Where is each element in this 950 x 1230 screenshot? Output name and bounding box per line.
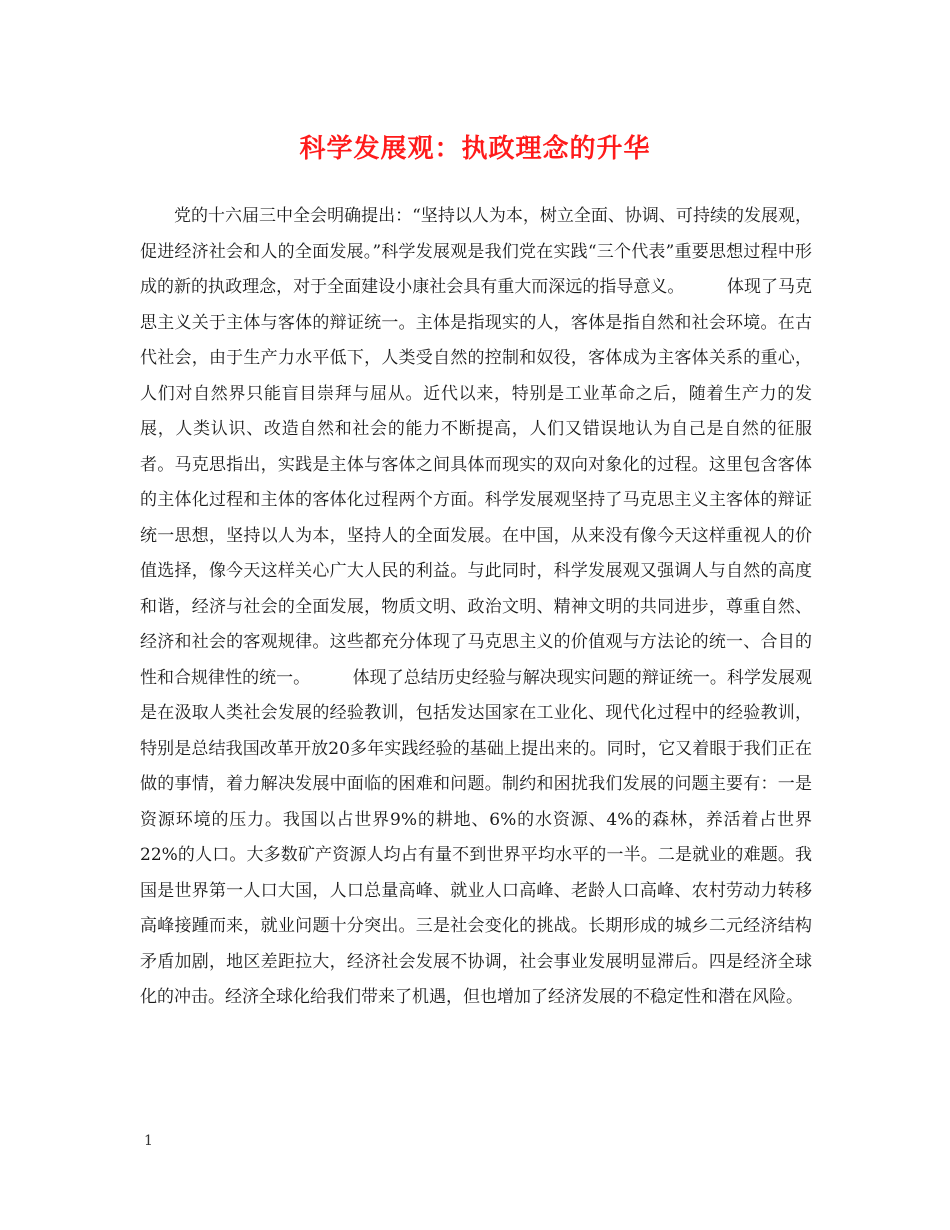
document-title: 科学发展观：执政理念的升华 bbox=[299, 134, 651, 164]
page-number: 1 bbox=[144, 1133, 153, 1149]
document-body bbox=[140, 199, 812, 1016]
body-paragraph: 党的十六届三中全会明确提出：“坚持以人为本，树立全面、协调、可持续的发展观，促进经济社会和人的全面发展。”科学发展观是我们党在实践“三个代表”重要思想过程中形成的新的执政理念，对于全面建设小康社会具有重大而深远的指导意义。 体现了马克思主义关于主体与客体的辩证统一。主体是指现实的人，客体是指自然和社会环境。在古代社会，由于生产力水平低下，人类受自然的控制和奴役，客体成为主客体关系的重心，人们对自然界只能盲目崇拜与屈从。近代以来，特别是工业革命之后，随着生产力的发展，人类认识、改造自然和社会的能力不断提高，人们又错误地认为自己是自然的征服者。马克思指出，实践是主体与客体之间具体而现实的双向对象化的过程。这里包含客体的主体化过程和主体的客体化过程两个方面。科学发展观坚持了马克思主义主客体的辩证统一思想，坚持以人为本，坚持人的全面发展。在中国，从来没有像今天这样重视人的价值选择，像今天这样关心广大人民的利益。与此同时，科学发展观又强调人与自然的高度和谐，经济与社会的全面发展，物质文明、政治文明、精神文明的共同进步，尊重自然、经济和社会的客观规律。这些都充分体现了马克思主义的价值观与方法论的统一、合目的性和合规律性的统一。 体现了总结历史经验与解决现实问题的辩证统一。科学发展观是在汲取人类社会发展的经验教训，包括发达国家在工业化、现代化过程中的经验教训，特别是总结我国改革开放20多年实践经验的基础上提出来的。同时，它又着眼于我们正在做的事情，着力解决发展中面临的困难和问题。制约和困扰我们发展的问题主要有：一是资源环境的压力。我国以占世界9%的耕地、6%的水资源、4%的森林，养活着占世界22%的人口。大多数矿产资源人均占有量不到世界平均水平的一半。二是就业的难题。我国是世界第一人口大国，人口总量高峰、就业人口高峰、老龄人口高峰、农村劳动力转移高峰接踵而来，就业问题十分突出。三是社会变化的挑战。长期形成的城乡二元经济结构矛盾加剧，地区差距拉大，经济社会发展不协调，社会事业发展明显滞后。四是经济全球化的冲击。经济全球化给我们带来了机遇，但也增加了经济发展的不稳定性和潜在风险。 bbox=[140, 206, 812, 1007]
